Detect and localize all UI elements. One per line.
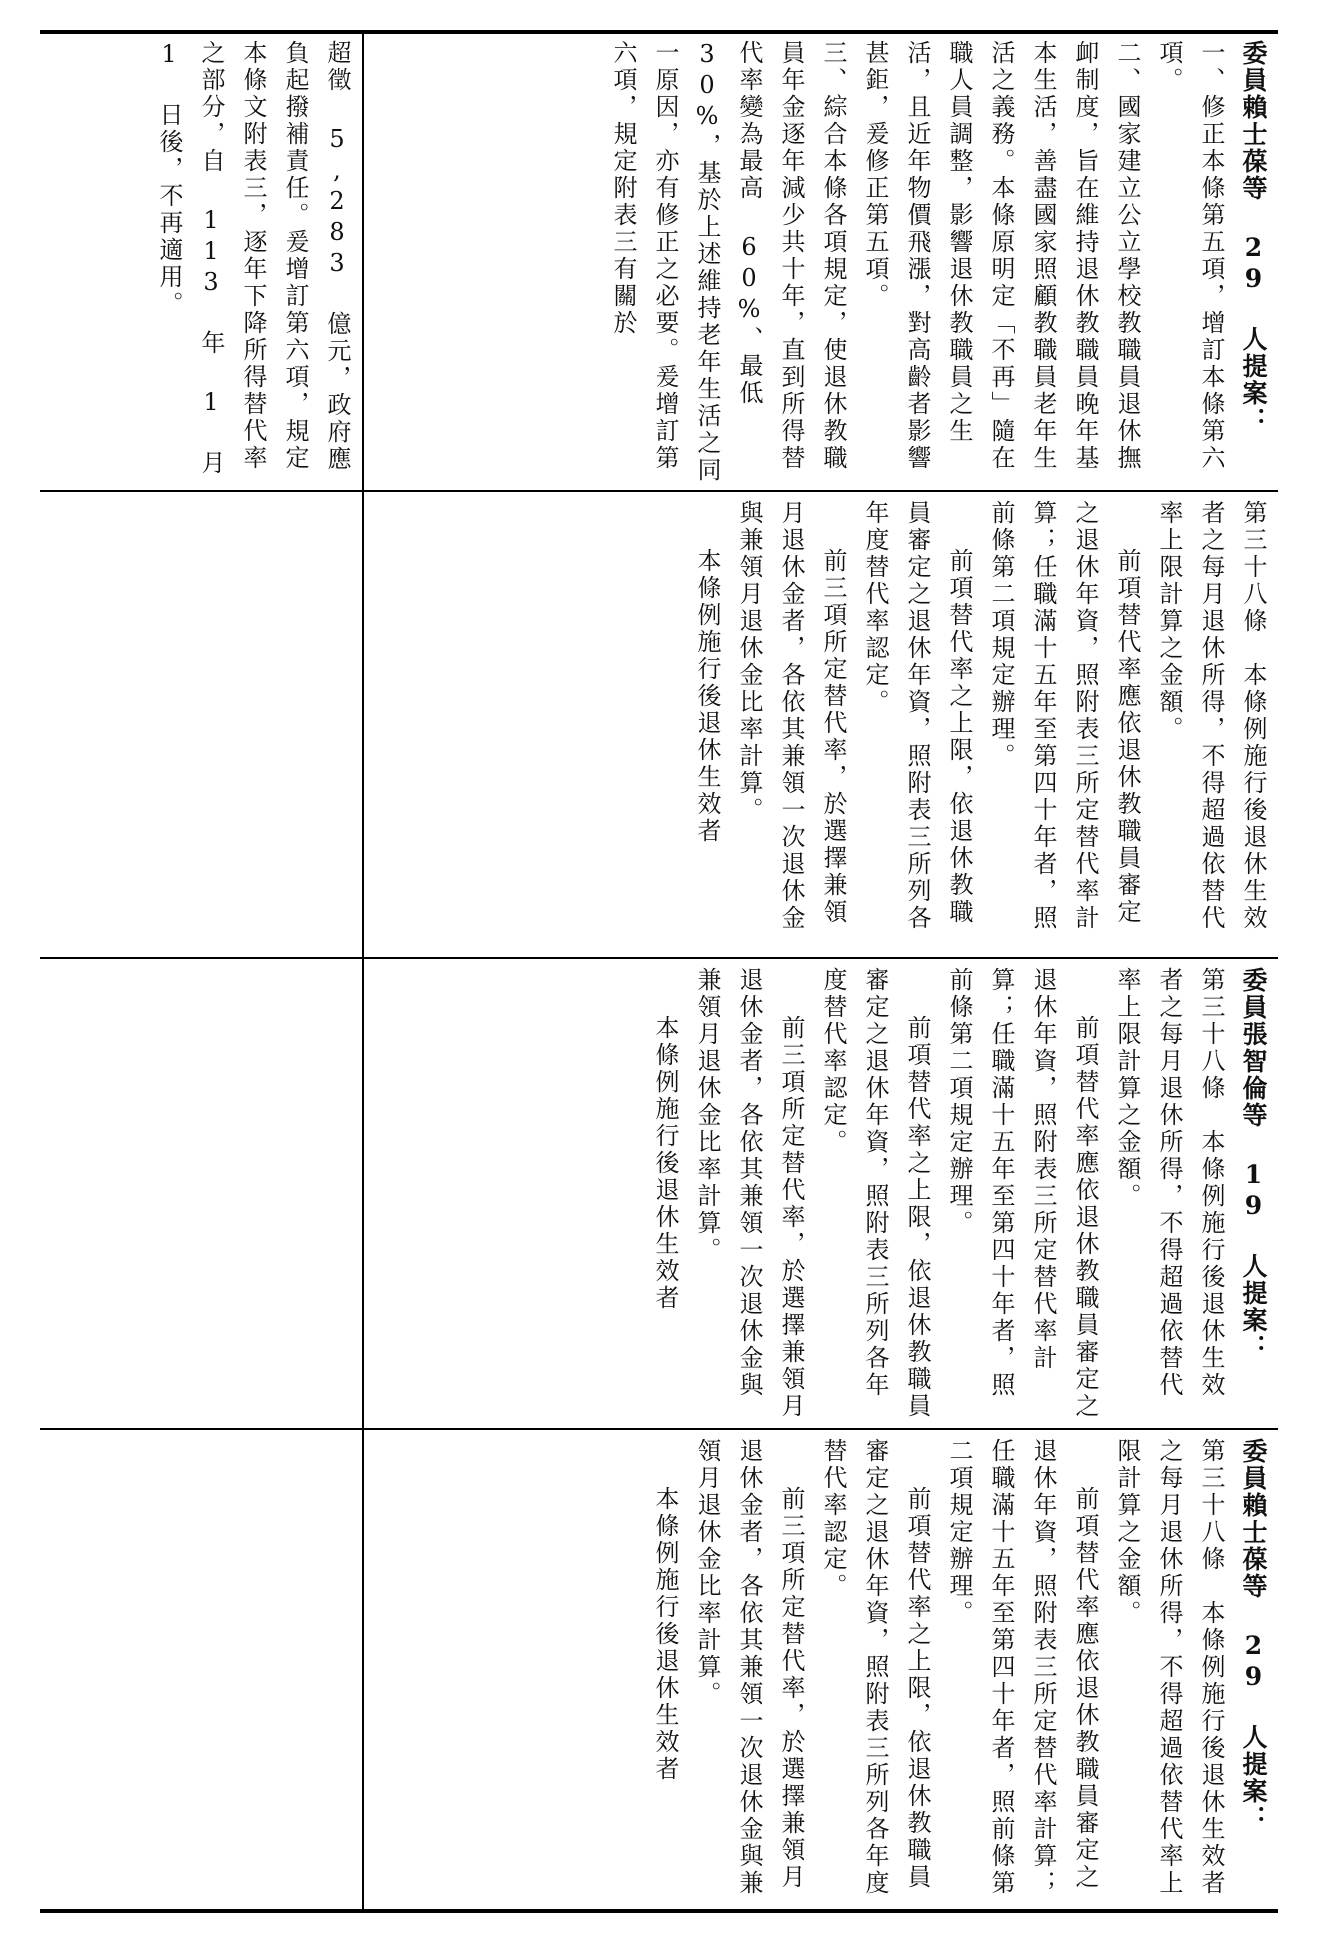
- cell-paragraph: 前項替代率應依退休教職員審定之退休年資，照附表三所定替代率計算；任職滿十五年至第四十年者，照前條第二項規定辦理。: [987, 500, 1141, 932]
- cell-r1-c1: [368, 500, 1274, 950]
- cell-r1-c0: [368, 40, 1274, 484]
- column-divider-3: [40, 1428, 1278, 1430]
- cell-paragraph: 前項替代率之上限，依退休教職員審定之退休年資，照附表三所列各年度替代率認定。: [819, 967, 931, 1420]
- cell-r0-c2: [44, 967, 358, 1421]
- cell-paragraph: 二、國家建立公立學校教職員退休撫卹制度，旨在維持退休教職員晚年基本生活，善盡國家照顧教職員老年生活之義務。本條原明定「不再」隨在職人員調整，影響退休教職員之生活，且近年物價飛漲，對高齡者影響甚鉅，爰修正第五項。: [861, 40, 1141, 472]
- proposal-heading: 委員賴士葆等 29 人提案：: [1239, 40, 1268, 434]
- cell-paragraph: 前項替代率之上限，依退休教職員審定之退休年資，照附表三所列各年度替代率認定。: [861, 500, 973, 932]
- cell-paragraph: 前三項所定替代率，於選擇兼領月退休金者，各依其兼領一次退休金與兼領月退休金比率計算。: [693, 967, 805, 1420]
- cell-paragraph: 前項替代率應依退休教職員審定之退休年資，照附表三所定替代率計算；任職滿十五年至第四十年者，照前條第二項規定辦理。: [945, 967, 1099, 1420]
- article-text: 第三十八條 本條例施行後退休生效者之每月退休所得，不得超過依替代率上限計算之金額。: [1155, 500, 1267, 932]
- cell-paragraph: 一、修正本條第五項，增訂本條第六項。: [1155, 40, 1225, 472]
- cell-r0-c3: [44, 1438, 358, 1902]
- cell-paragraph: 前項替代率應依退休教職員審定之退休年資，照附表三所定替代率計算；任職滿十五年至第四十年者，照前條第二項規定辦理。: [945, 1438, 1099, 1897]
- column-divider-1: [40, 490, 1278, 492]
- column-divider-2: [40, 957, 1278, 959]
- cell-paragraph: 超徵 5,283 億元，政府應負起撥補責任。爰增訂第六項，規定本條文附表三，逐年下降所得替代率之部分，自 113 年 1 月 1 日後，不再適用。: [155, 40, 351, 477]
- proposal-heading: 委員賴士葆等 29 人提案：: [1239, 1438, 1268, 1832]
- cell-paragraph: 本條例施行後退休生效者: [693, 548, 721, 845]
- cell-r0-c0: [44, 40, 358, 484]
- top-rule: [40, 30, 1278, 34]
- bottom-rule: [40, 1909, 1278, 1913]
- band-divider: [362, 32, 364, 1911]
- cell-paragraph: 前三項所定替代率，於選擇兼領月退休金者，各依其兼領一次退休金與兼領月退休金比率計算。: [735, 500, 847, 932]
- cell-r1-c3: [368, 1438, 1274, 1902]
- article-text: 第三十八條 本條例施行後退休生效者之每月退休所得，不得超過依替代率上限計算之金額。: [1113, 967, 1225, 1399]
- article-text: 第三十八條 本條例施行後退休生效者之每月退休所得，不得超過依替代率上限計算之金額。: [1113, 1438, 1225, 1897]
- cell-r0-c1: [44, 500, 358, 950]
- cell-paragraph: 本條例施行後退休生效者: [651, 1486, 679, 1783]
- cell-paragraph: 前項替代率之上限，依退休教職員審定之退休年資，照附表三所列各年度替代率認定。: [819, 1438, 931, 1897]
- cell-r1-c2: [368, 967, 1274, 1421]
- cell-paragraph: 三、綜合本條各項規定，使退休教職員年金逐年減少共十年，直到所得替代率變為最高 60%、最低 30%，基於上述維持老年生活之同一原因，亦有修正之必要。爰增訂第六項，規定附表三有關於: [609, 40, 847, 484]
- cell-paragraph: 本條例施行後退休生效者: [651, 1015, 679, 1312]
- proposal-heading: 委員張智倫等 19 人提案：: [1239, 967, 1268, 1361]
- cell-paragraph: 前三項所定替代率，於選擇兼領月退休金者，各依其兼領一次退休金與兼領月退休金比率計算。: [693, 1438, 805, 1897]
